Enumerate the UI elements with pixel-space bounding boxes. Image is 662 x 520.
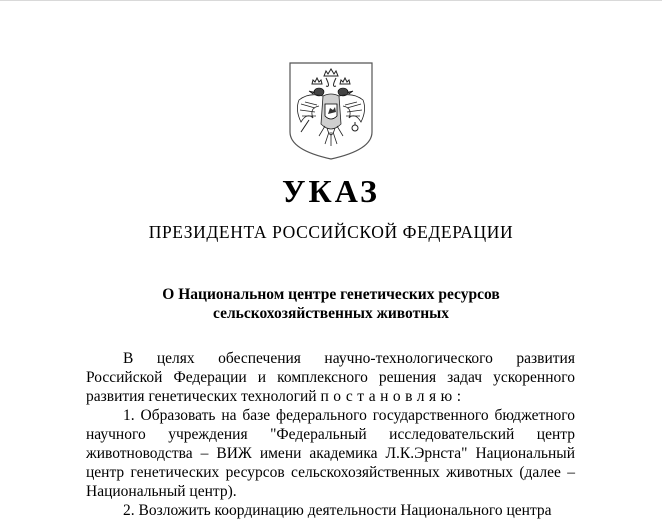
decree-heading	[0, 285, 662, 323]
paragraph-text: В целях обеспечения научно-технологического развития Российской Федерации и комплексного решения задач ускоренного развития генетических технологий	[86, 350, 575, 405]
page-top-edge	[0, 0, 662, 1]
document-title: УКАЗ	[282, 173, 380, 209]
document-subtitle: ПРЕЗИДЕНТА РОССИЙСКОЙ ФЕДЕРАЦИИ	[148, 222, 514, 242]
paragraph-item-1: 1. Образовать на базе федерального государственного бюджетного научного учреждения "Федеральный исследовательский центр животноводства – ВИЖ имени академика Л.К.Эрнста" Национальный центр генетических ресурсов сельскохозяйственных животных (далее – Национальный центр).	[86, 407, 575, 500]
decree-heading-line: О Национальном центре генетических ресурсов	[162, 286, 500, 303]
paragraph-item-2: 2. Возложить координацию деятельности Национального центра	[123, 502, 552, 519]
resolve-word: постановляю:	[320, 388, 466, 405]
decree-heading-line: сельскохозяйственных животных	[213, 305, 449, 322]
coat-of-arms-icon	[289, 62, 373, 160]
paragraph-preamble	[86, 349, 575, 406]
decree-body	[86, 349, 575, 520]
